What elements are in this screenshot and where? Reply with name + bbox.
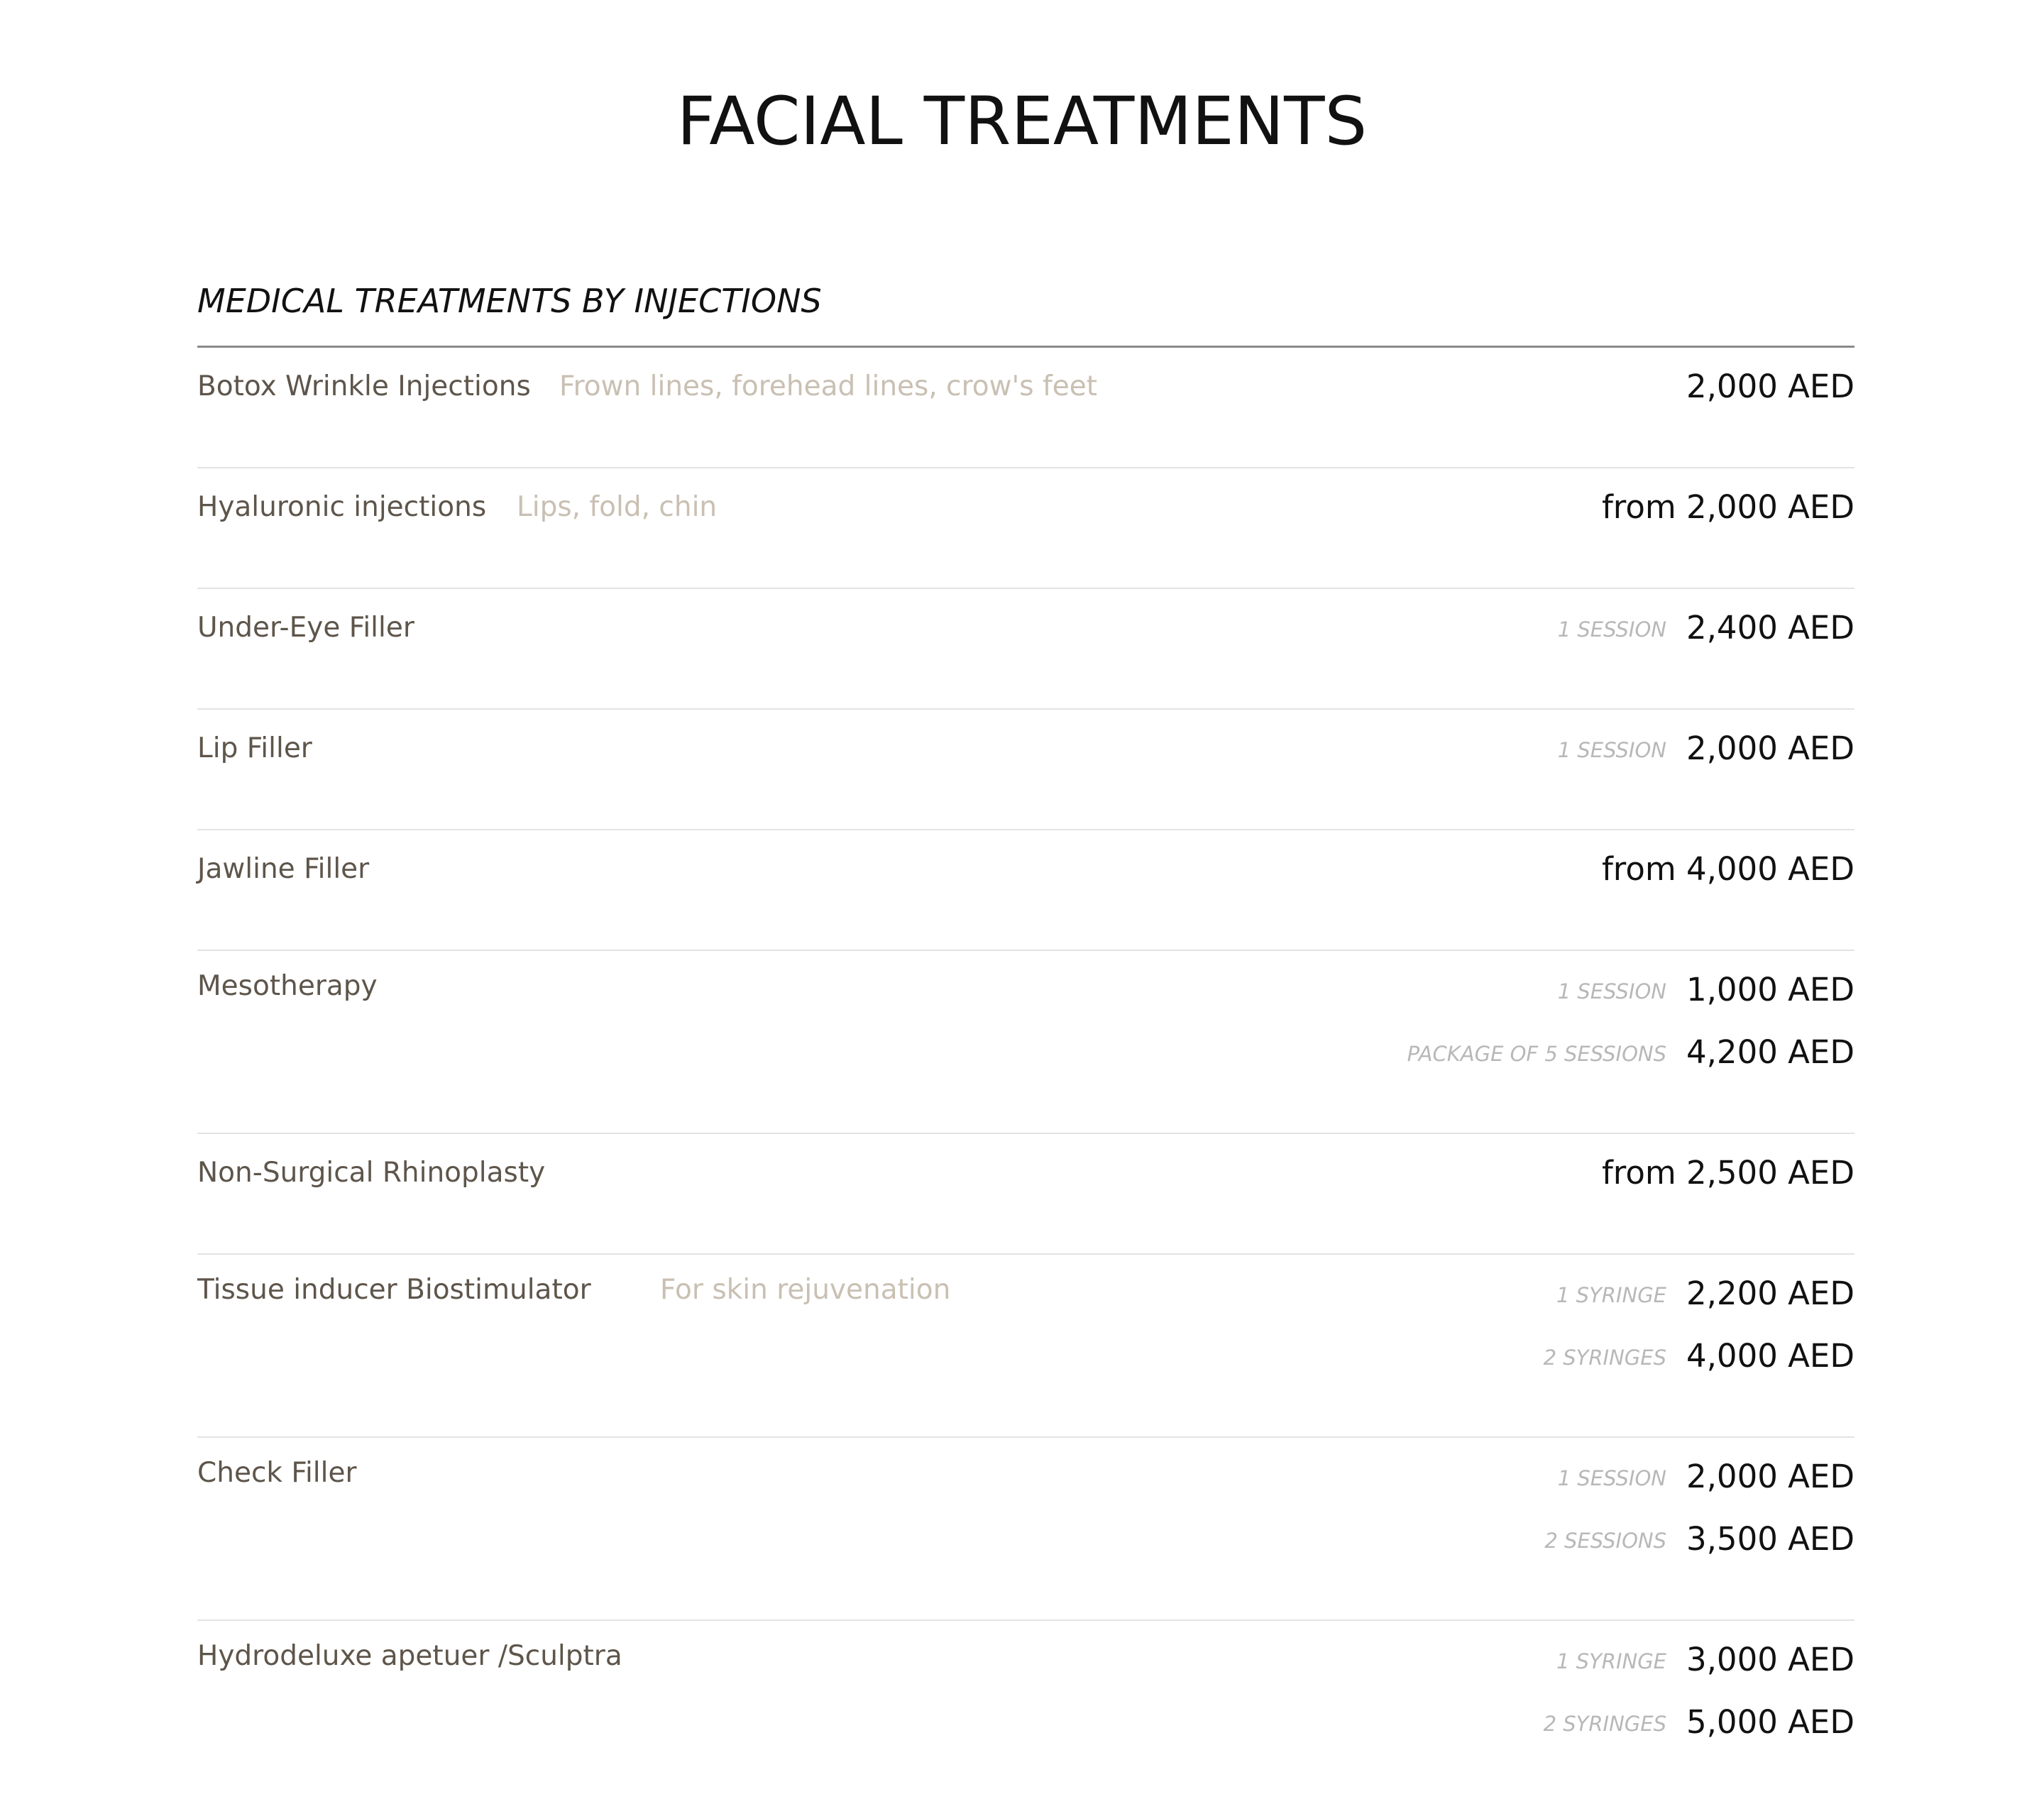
treatment-row xyxy=(197,1134,1855,1255)
price-line xyxy=(1003,1272,1855,1315)
page-title: FACIAL TREATMENTS xyxy=(676,83,1368,160)
price-line xyxy=(1003,365,1855,408)
price-quantity: 1 SESSION xyxy=(1557,979,1666,1003)
treatment-name: Jawline Filler xyxy=(197,853,370,885)
price-amount: from 2,000 AED xyxy=(1601,488,1855,526)
price-line xyxy=(1003,486,1855,529)
treatment-description: For skin rejuvenation xyxy=(660,1274,951,1306)
price-quantity: 1 SYRINGE xyxy=(1556,1283,1666,1307)
treatment-name: Botox Wrinkle Injections xyxy=(197,370,531,402)
price-amount: 5,000 AED xyxy=(1686,1703,1855,1741)
price-amount: from 2,500 AED xyxy=(1601,1154,1855,1192)
price-line xyxy=(1003,848,1855,891)
price-line xyxy=(1003,727,1855,770)
price-quantity: 1 SESSION xyxy=(1557,738,1666,762)
treatment-list xyxy=(197,348,1855,1804)
price-quantity: 1 SYRINGE xyxy=(1556,1649,1666,1673)
price-line xyxy=(1003,1639,1855,1681)
price-amount: 4,200 AED xyxy=(1686,1033,1855,1071)
treatment-row xyxy=(197,348,1855,468)
treatment-name: Check Filler xyxy=(197,1457,357,1489)
price-amount: 4,000 AED xyxy=(1686,1337,1855,1375)
treatment-name: Hyaluronic injections xyxy=(197,491,487,523)
price-quantity: 1 SESSION xyxy=(1557,1466,1666,1490)
price-quantity: 2 SYRINGES xyxy=(1543,1712,1666,1736)
price-amount: 2,000 AED xyxy=(1686,368,1855,405)
treatment-row xyxy=(197,710,1855,830)
treatment-row xyxy=(197,951,1855,1134)
price-line xyxy=(1003,607,1855,649)
price-amount: 1,000 AED xyxy=(1686,971,1855,1008)
treatment-row xyxy=(197,1255,1855,1438)
treatment-name: Hydrodeluxe apetuer /Sculptra xyxy=(197,1640,622,1672)
price-amount: 2,000 AED xyxy=(1686,1458,1855,1495)
price-amount: 2,400 AED xyxy=(1686,609,1855,647)
treatment-row xyxy=(197,468,1855,589)
treatment-name: Mesotherapy xyxy=(197,970,378,1002)
price-amount: from 4,000 AED xyxy=(1601,850,1855,888)
price-line xyxy=(1003,1152,1855,1194)
treatment-row xyxy=(197,1621,1855,1804)
treatment-name: Under-Eye Filler xyxy=(197,612,414,644)
price-line xyxy=(1003,969,1855,1011)
price-line xyxy=(1003,1701,1855,1744)
treatment-name: Lip Filler xyxy=(197,732,312,764)
price-quantity: 1 SESSION xyxy=(1557,617,1666,642)
price-quantity: 2 SESSIONS xyxy=(1544,1529,1666,1553)
price-quantity: 2 SYRINGES xyxy=(1543,1346,1666,1370)
price-line xyxy=(1003,1335,1855,1377)
price-line xyxy=(1003,1518,1855,1561)
treatment-row xyxy=(197,589,1855,710)
price-amount: 2,000 AED xyxy=(1686,730,1855,767)
treatment-row xyxy=(197,1438,1855,1621)
price-quantity: PACKAGE OF 5 SESSIONS xyxy=(1407,1042,1666,1066)
section-title: MEDICAL TREATMENTS BY INJECTIONS xyxy=(197,282,822,320)
treatment-name: Tissue inducer Biostimulator xyxy=(197,1274,591,1306)
treatment-name: Non-Surgical Rhinoplasty xyxy=(197,1157,546,1189)
treatment-description: Lips, fold, chin xyxy=(517,491,718,523)
price-amount: 3,000 AED xyxy=(1686,1641,1855,1678)
treatment-row xyxy=(197,830,1855,951)
treatment-description: Frown lines, forehead lines, crow's feet xyxy=(559,370,1097,402)
price-amount: 2,200 AED xyxy=(1686,1275,1855,1312)
price-amount: 3,500 AED xyxy=(1686,1520,1855,1558)
price-line xyxy=(1003,1031,1855,1074)
price-line xyxy=(1003,1456,1855,1498)
